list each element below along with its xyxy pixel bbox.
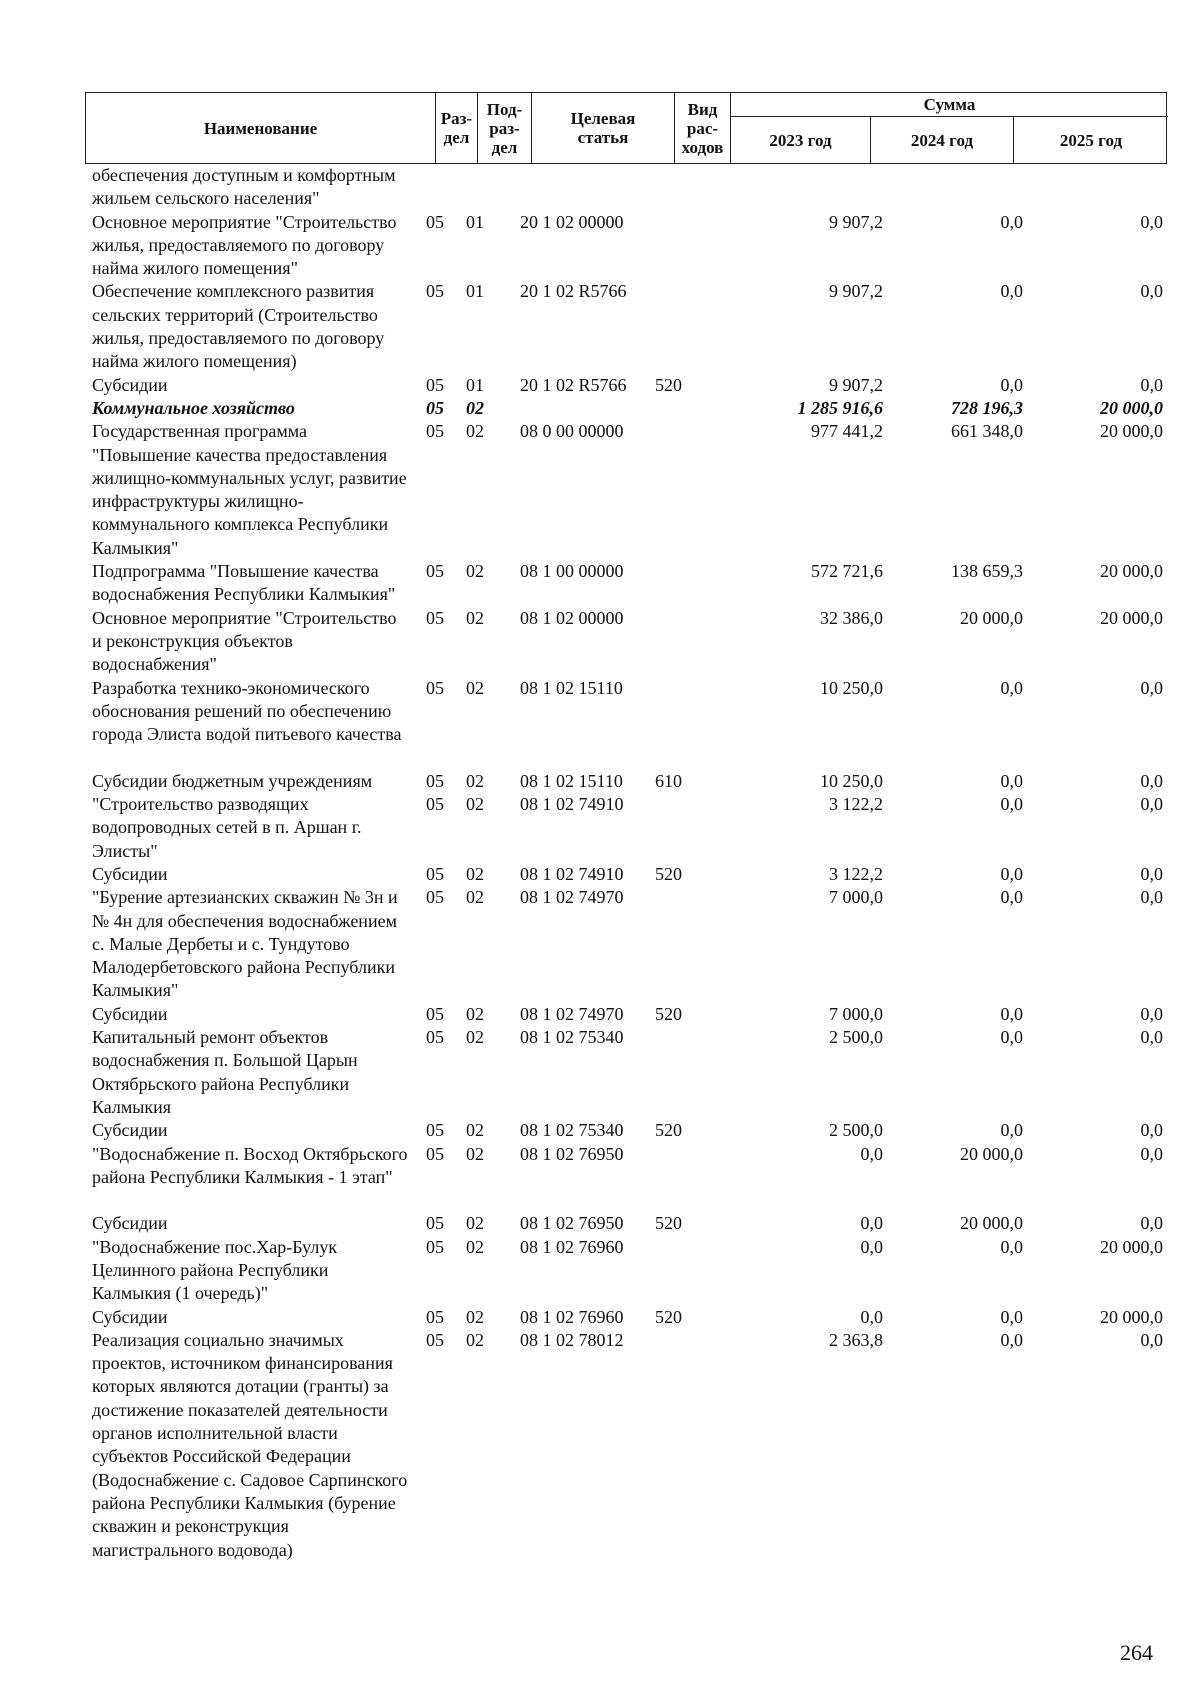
row-name: Государственная программа "Повышение качества предоставления жилищно-коммунальных услуг, развитие инфраструктуры жилищно-коммунального комплекса Республики Калмыкия" bbox=[92, 421, 407, 558]
table-row bbox=[92, 677, 1167, 770]
row-celevaya: 08 1 02 15110 bbox=[520, 677, 623, 698]
header-razdel-text: Раз- дел bbox=[440, 109, 473, 147]
row-vid bbox=[641, 886, 697, 1003]
row-name: Субсидии bbox=[92, 1003, 168, 1024]
row-vid bbox=[641, 560, 697, 607]
table-row bbox=[92, 420, 1167, 560]
row-amount-2023: 7 000,0 bbox=[829, 1003, 883, 1024]
row-amount-2024: 20 000,0 bbox=[960, 1143, 1023, 1164]
row-amount-2023: 2 500,0 bbox=[829, 1027, 883, 1048]
row-amount-2025: 0,0 bbox=[1140, 677, 1163, 698]
table-row bbox=[92, 164, 1167, 211]
row-amount-2024: 0,0 bbox=[1000, 1306, 1023, 1327]
row-amount-2023: 10 250,0 bbox=[820, 677, 883, 698]
row-amount-2023: 0,0 bbox=[860, 1213, 883, 1234]
header-podrazdel-text: Под- раз- дел bbox=[486, 99, 523, 157]
row-podrazdel: 02 bbox=[466, 1213, 484, 1234]
row-vid: 520 bbox=[655, 1306, 682, 1327]
row-amount-2024: 0,0 bbox=[1000, 1027, 1023, 1048]
row-name: обеспечения доступным и комфортным жильем сельского населения" bbox=[92, 165, 396, 209]
row-amount-2023: 1 285 916,6 bbox=[797, 397, 883, 418]
row-vid bbox=[641, 280, 697, 373]
header-year-2024: 2024 год bbox=[871, 117, 1014, 163]
row-amount-2025: 0,0 bbox=[1140, 281, 1163, 302]
row-razdel: 05 bbox=[426, 397, 444, 418]
row-podrazdel: 02 bbox=[466, 1120, 484, 1141]
row-amount-2024: 0,0 bbox=[1000, 770, 1023, 791]
row-amount-2023: 0,0 bbox=[860, 1306, 883, 1327]
row-amount-2025: 0,0 bbox=[1140, 1027, 1163, 1048]
row-amount-2025: 0,0 bbox=[1140, 374, 1163, 395]
row-amount-2024: 0,0 bbox=[1000, 863, 1023, 884]
row-name: Субсидии bbox=[92, 863, 168, 884]
row-name: Субсидии бюджетным учреждениям bbox=[92, 770, 373, 791]
row-amount-2025: 0,0 bbox=[1140, 863, 1163, 884]
table-row bbox=[92, 863, 1167, 886]
row-razdel: 05 bbox=[426, 1143, 444, 1164]
table-row bbox=[92, 1329, 1167, 1585]
row-amount-2023: 977 441,2 bbox=[811, 421, 883, 442]
table-row bbox=[92, 793, 1167, 863]
table-row bbox=[92, 1119, 1167, 1142]
row-amount-2025: 0,0 bbox=[1140, 1003, 1163, 1024]
row-razdel: 05 bbox=[426, 770, 444, 791]
row-amount-2024: 0,0 bbox=[1000, 1003, 1023, 1024]
row-name: Реализация социально значимых проектов, источником финансирования которых являются дотации (гранты) за достижение показателей деятельности органов исполнительной власти субъектов Российской Федерации (Водоснабжение с. Садовое Сарпинского района Республики Калмыкия (бурение скважин и реконструкция магистрального водовода) bbox=[92, 1329, 408, 1560]
table-row bbox=[92, 374, 1167, 397]
row-celevaya: 08 1 02 76950 bbox=[520, 1213, 624, 1234]
row-celevaya: 08 1 02 78012 bbox=[520, 1329, 624, 1350]
row-celevaya: 20 1 02 R5766 bbox=[520, 374, 627, 395]
row-razdel: 05 bbox=[426, 211, 444, 232]
row-podrazdel: 02 bbox=[466, 677, 484, 698]
row-podrazdel: 02 bbox=[466, 421, 484, 442]
row-razdel: 05 bbox=[426, 1213, 444, 1234]
row-podrazdel: 01 bbox=[466, 374, 484, 395]
row-razdel: 05 bbox=[426, 561, 444, 582]
row-amount-2025: 20 000,0 bbox=[1100, 421, 1163, 442]
row-vid bbox=[641, 164, 697, 211]
header-name: Наименование bbox=[86, 93, 436, 163]
row-amount-2023: 9 907,2 bbox=[829, 211, 883, 232]
row-podrazdel: 02 bbox=[466, 863, 484, 884]
row-amount-2024: 138 659,3 bbox=[951, 561, 1023, 582]
row-vid: 610 bbox=[655, 770, 682, 791]
table-body bbox=[92, 164, 1167, 1585]
row-razdel: 05 bbox=[426, 1120, 444, 1141]
row-razdel: 05 bbox=[426, 677, 444, 698]
row-celevaya: 08 1 02 74910 bbox=[520, 794, 624, 815]
row-celevaya: 08 1 02 74970 bbox=[520, 887, 624, 908]
row-amount-2024: 0,0 bbox=[1000, 1329, 1023, 1350]
table-row bbox=[92, 280, 1167, 373]
header-razdel bbox=[436, 93, 478, 163]
row-vid bbox=[641, 1236, 697, 1306]
row-razdel: 05 bbox=[426, 1027, 444, 1048]
table-row bbox=[92, 1306, 1167, 1329]
header-year-2023: 2023 год bbox=[731, 117, 871, 163]
row-amount-2024: 0,0 bbox=[1000, 794, 1023, 815]
row-celevaya: 08 1 02 76950 bbox=[520, 1143, 624, 1164]
row-amount-2025: 0,0 bbox=[1140, 1143, 1163, 1164]
row-podrazdel bbox=[452, 164, 506, 211]
row-amount-2023: 3 122,2 bbox=[829, 863, 883, 884]
row-amount-2024: 0,0 bbox=[1000, 887, 1023, 908]
row-name: "Водоснабжение пос.Хар-Булук Целинного района Республики Калмыкия (1 очередь)" bbox=[92, 1236, 338, 1304]
row-razdel: 05 bbox=[426, 374, 444, 395]
header-summa bbox=[731, 93, 1168, 163]
row-amount-2023: 2 500,0 bbox=[829, 1120, 883, 1141]
row-vid: 520 bbox=[655, 1003, 682, 1024]
row-celevaya: 20 1 02 00000 bbox=[520, 211, 624, 232]
header-year-2025: 2025 год bbox=[1059, 130, 1123, 150]
row-amount-2024: 20 000,0 bbox=[960, 1213, 1023, 1234]
row-podrazdel: 02 bbox=[466, 607, 484, 628]
row-celevaya: 08 1 02 00000 bbox=[520, 607, 624, 628]
row-amount-2023 bbox=[697, 164, 887, 211]
header-summa-label: Сумма bbox=[731, 93, 1168, 117]
row-razdel: 05 bbox=[426, 1306, 444, 1327]
row-amount-2023: 9 907,2 bbox=[829, 374, 883, 395]
row-razdel: 05 bbox=[426, 1236, 444, 1257]
row-razdel: 05 bbox=[426, 421, 444, 442]
row-amount-2024: 20 000,0 bbox=[960, 607, 1023, 628]
row-celevaya: 08 1 00 00000 bbox=[520, 561, 624, 582]
row-amount-2023: 9 907,2 bbox=[829, 281, 883, 302]
row-amount-2023: 572 721,6 bbox=[811, 561, 883, 582]
table-row bbox=[92, 211, 1167, 281]
row-amount-2024: 661 348,0 bbox=[951, 421, 1023, 442]
row-celevaya: 08 0 00 00000 bbox=[520, 421, 624, 442]
table-row bbox=[92, 607, 1167, 677]
row-amount-2024 bbox=[887, 164, 1027, 211]
row-podrazdel: 02 bbox=[466, 561, 484, 582]
row-name: Субсидии bbox=[92, 1120, 168, 1141]
row-vid bbox=[641, 397, 697, 420]
row-amount-2024: 0,0 bbox=[1000, 677, 1023, 698]
row-podrazdel: 02 bbox=[466, 1003, 484, 1024]
row-vid bbox=[641, 607, 697, 677]
row-razdel: 05 bbox=[426, 1329, 444, 1350]
table-row bbox=[92, 560, 1167, 607]
row-amount-2025: 20 000,0 bbox=[1100, 397, 1163, 418]
row-razdel: 05 bbox=[426, 863, 444, 884]
row-amount-2023: 7 000,0 bbox=[829, 887, 883, 908]
row-celevaya: 08 1 02 75340 bbox=[520, 1027, 624, 1048]
row-razdel: 05 bbox=[426, 281, 444, 302]
row-amount-2025: 0,0 bbox=[1140, 770, 1163, 791]
row-name: Обеспечение комплексного развития сельских территорий (Строительство жилья, предоставляемого по договору найма жилого помещения) bbox=[92, 281, 385, 372]
row-amount-2025: 0,0 bbox=[1140, 887, 1163, 908]
row-name: Субсидии bbox=[92, 1213, 168, 1234]
row-amount-2024: 0,0 bbox=[1000, 281, 1023, 302]
row-podrazdel: 02 bbox=[466, 887, 484, 908]
row-amount-2024: 0,0 bbox=[1000, 374, 1023, 395]
row-celevaya: 08 1 02 74910 bbox=[520, 863, 624, 884]
table-row bbox=[92, 1236, 1167, 1306]
row-podrazdel: 01 bbox=[466, 281, 484, 302]
row-amount-2023: 32 386,0 bbox=[820, 607, 883, 628]
row-podrazdel: 02 bbox=[466, 794, 484, 815]
row-name: "Водоснабжение п. Восход Октябрьского района Республики Калмыкия - 1 этап" bbox=[92, 1143, 408, 1187]
row-vid bbox=[641, 1329, 697, 1585]
row-name: Разработка технико-экономического обоснования решений по обеспечению города Элиста водой питьевого качества bbox=[92, 677, 402, 745]
row-celevaya: 08 1 02 76960 bbox=[520, 1306, 624, 1327]
row-amount-2025: 0,0 bbox=[1140, 211, 1163, 232]
row-razdel: 05 bbox=[426, 1003, 444, 1024]
header-celevaya bbox=[532, 93, 675, 163]
row-name: "Строительство разводящих водопроводных сетей в п. Аршан г. Элисты" bbox=[92, 794, 362, 861]
row-celevaya bbox=[506, 397, 641, 420]
row-amount-2023: 0,0 bbox=[860, 1236, 883, 1257]
row-amount-2025: 20 000,0 bbox=[1100, 607, 1163, 628]
row-vid: 520 bbox=[655, 374, 682, 395]
row-podrazdel: 02 bbox=[466, 770, 484, 791]
header-vid-text: Вид рас- ходов bbox=[681, 99, 724, 157]
row-amount-2025: 0,0 bbox=[1140, 1213, 1163, 1234]
row-name: Капитальный ремонт объектов водоснабжения п. Большой Царын Октябрьского района Республики Калмыкия bbox=[92, 1027, 358, 1117]
row-name: Субсидии bbox=[92, 374, 168, 395]
row-vid bbox=[641, 211, 697, 281]
row-razdel: 05 bbox=[426, 887, 444, 908]
row-podrazdel: 01 bbox=[466, 211, 484, 232]
header-vid bbox=[675, 93, 731, 163]
row-podrazdel: 02 bbox=[466, 397, 484, 418]
row-name: Коммунальное хозяйство bbox=[92, 397, 295, 418]
row-vid bbox=[641, 677, 697, 770]
header-celevaya-text: Целевая статья bbox=[570, 109, 636, 147]
row-amount-2023: 10 250,0 bbox=[820, 770, 883, 791]
row-amount-2025: 0,0 bbox=[1140, 1120, 1163, 1141]
row-amount-2025: 20 000,0 bbox=[1100, 561, 1163, 582]
row-amount-2025: 0,0 bbox=[1140, 1329, 1163, 1350]
row-name: "Бурение артезианских скважин № 3н и № 4н для обеспечения водоснабжением с. Малые Дербеты и с. Тундутово Малодербетовского района Республики Калмыкия" bbox=[92, 887, 398, 1001]
row-amount-2023: 2 363,8 bbox=[829, 1329, 883, 1350]
row-celevaya: 20 1 02 R5766 bbox=[520, 281, 627, 302]
row-razdel: 05 bbox=[426, 794, 444, 815]
row-name: Основное мероприятие "Строительство жилья, предоставляемого по договору найма жилого помещения" bbox=[92, 211, 397, 279]
table-row bbox=[92, 397, 1167, 420]
header-podrazdel bbox=[478, 93, 532, 163]
row-name: Субсидии bbox=[92, 1306, 168, 1327]
page-number: 264 bbox=[1120, 1640, 1153, 1665]
row-amount-2024: 728 196,3 bbox=[951, 397, 1023, 418]
row-vid bbox=[641, 793, 697, 863]
row-vid bbox=[641, 1026, 697, 1119]
row-razdel bbox=[414, 164, 452, 211]
table-row bbox=[92, 770, 1167, 793]
row-name: Основное мероприятие "Строительство и реконструкция объектов водоснабжения" bbox=[92, 607, 397, 675]
row-vid bbox=[641, 1143, 697, 1213]
row-celevaya bbox=[506, 164, 641, 211]
row-podrazdel: 02 bbox=[466, 1027, 484, 1048]
row-podrazdel: 02 bbox=[466, 1143, 484, 1164]
row-amount-2023: 3 122,2 bbox=[829, 794, 883, 815]
table-row bbox=[92, 1212, 1167, 1235]
table-row bbox=[92, 1026, 1167, 1119]
row-amount-2023: 0,0 bbox=[860, 1143, 883, 1164]
row-celevaya: 08 1 02 75340 bbox=[520, 1120, 624, 1141]
row-vid: 520 bbox=[655, 863, 682, 884]
table-header bbox=[85, 92, 1167, 164]
row-amount-2025: 0,0 bbox=[1140, 794, 1163, 815]
row-celevaya: 08 1 02 74970 bbox=[520, 1003, 624, 1024]
row-amount-2025: 20 000,0 bbox=[1100, 1306, 1163, 1327]
row-amount-2025 bbox=[1027, 164, 1167, 211]
row-vid: 520 bbox=[655, 1120, 682, 1141]
row-amount-2024: 0,0 bbox=[1000, 211, 1023, 232]
row-amount-2024: 0,0 bbox=[1000, 1236, 1023, 1257]
table-row bbox=[92, 1143, 1167, 1213]
row-celevaya: 08 1 02 76960 bbox=[520, 1236, 624, 1257]
row-podrazdel: 02 bbox=[466, 1236, 484, 1257]
row-celevaya: 08 1 02 15110 bbox=[520, 770, 623, 791]
row-podrazdel: 02 bbox=[466, 1329, 484, 1350]
row-name: Подпрограмма "Повышение качества водоснабжения Республики Калмыкия" bbox=[92, 561, 396, 605]
table-row bbox=[92, 1003, 1167, 1026]
row-razdel: 05 bbox=[426, 607, 444, 628]
row-amount-2024: 0,0 bbox=[1000, 1120, 1023, 1141]
row-vid: 520 bbox=[655, 1213, 682, 1234]
row-podrazdel: 02 bbox=[466, 1306, 484, 1327]
table-row bbox=[92, 886, 1167, 1003]
row-vid bbox=[641, 420, 697, 560]
row-amount-2025: 20 000,0 bbox=[1100, 1236, 1163, 1257]
